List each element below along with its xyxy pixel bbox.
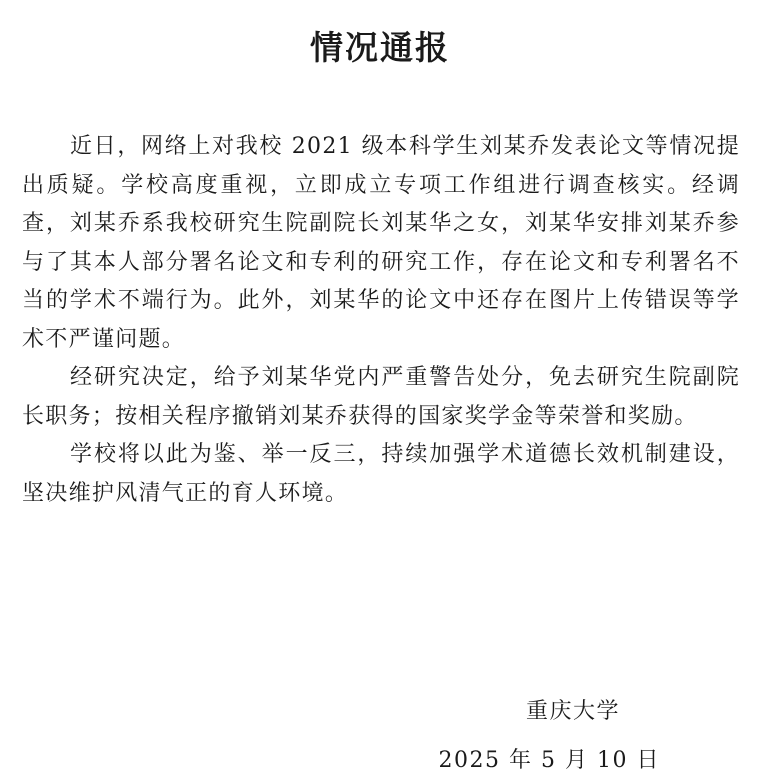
issue-date: 2025 年 5 月 10 日 bbox=[438, 748, 660, 773]
issuer-signature: 重庆大学 bbox=[525, 699, 620, 724]
paragraph-decision: 经研究决定，给予刘某华党内严重警告处分，免去研究生院副院长职务；按相关程序撤销刘某乔获得的国家奖学金等荣誉和奖励。 bbox=[22, 365, 740, 429]
notice-body bbox=[22, 128, 740, 513]
paragraph-commitment: 学校将以此为鉴、举一反三，持续加强学术道德长效机制建设，坚决维护风清气正的育人环境。 bbox=[22, 442, 740, 506]
notice-title: 情况通报 bbox=[310, 28, 450, 67]
paragraph-investigation: 近日，网络上对我校 2021 级本科学生刘某乔发表论文等情况提出质疑。学校高度重视，立即成立专项工作组进行调查核实。经调查，刘某乔系我校研究生院副院长刘某华之女，刘某华安排刘某乔参与了其本人部分署名论文和专利的研究工作，存在论文和专利署名不当的学术不端行为。此外，刘某华的论文中还存在图片上传错误等学术不严谨问题。 bbox=[22, 134, 740, 352]
